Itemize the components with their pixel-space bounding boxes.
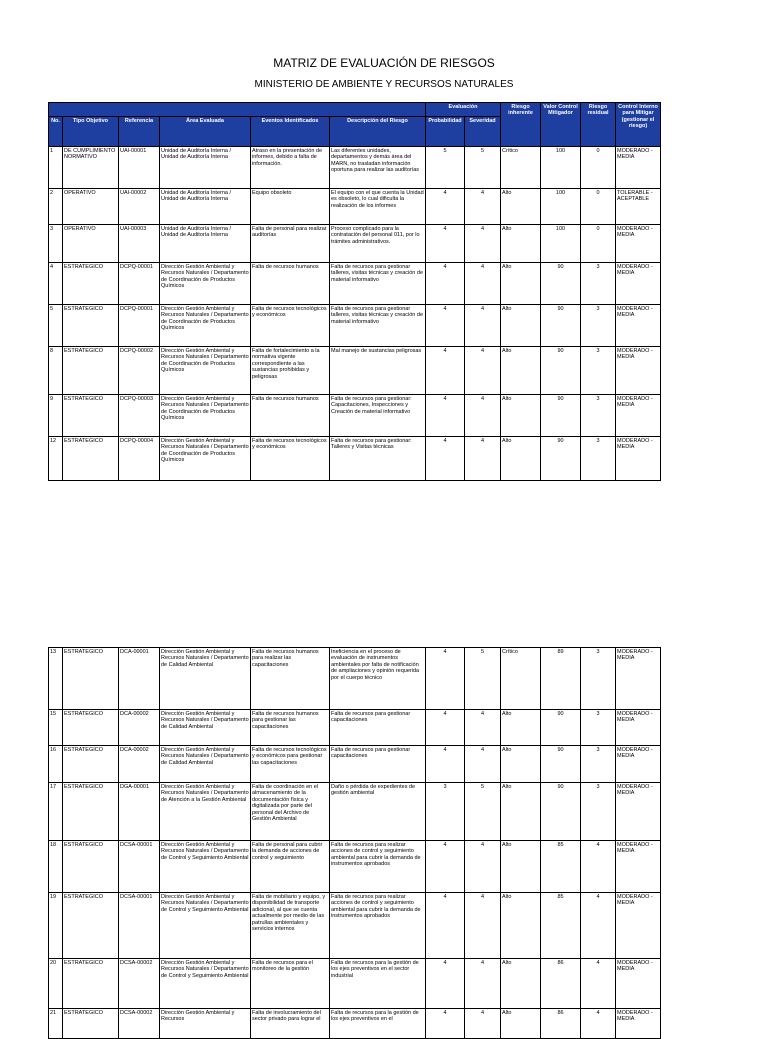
cell-area: Dirección Gestión Ambiental y Recursos Naturales / Departamento de Control y Seguimiento Ambiental	[160, 893, 251, 959]
cell-tipo: ESTRATEGICO	[63, 841, 119, 893]
cell-riesgo-residual: 3	[581, 347, 616, 395]
cell-referencia: DCSA-00001	[119, 893, 160, 959]
cell-valor-control: 85	[541, 893, 581, 959]
header-riesgo-residual: Riesgo residual	[581, 103, 616, 147]
cell-probabilidad: 4	[426, 893, 465, 959]
header-probabilidad: Probabilidad	[426, 117, 465, 147]
cell-no: 5	[49, 305, 63, 347]
table-row	[49, 841, 661, 893]
cell-valor-control: 89	[541, 648, 581, 710]
cell-riesgo-residual: 3	[581, 746, 616, 783]
cell-riesgo-inherente: Alto	[501, 893, 541, 959]
cell-area: Dirección Gestión Ambiental y Recursos Naturales / Departamento de Calidad Ambiental	[160, 710, 251, 746]
cell-tipo: OPERATIVO	[63, 225, 119, 263]
table-row	[49, 395, 661, 437]
cell-descripcion: Falta de recursos para gestionar capacitaciones	[330, 746, 426, 783]
cell-probabilidad: 4	[426, 189, 465, 225]
cell-control-interno: MODERADO - MEDIA	[616, 746, 661, 783]
cell-referencia: DCPQ-00001	[119, 263, 160, 305]
cell-control-interno: MODERADO - MEDIA	[616, 893, 661, 959]
cell-riesgo-residual: 3	[581, 710, 616, 746]
cell-probabilidad: 5	[426, 147, 465, 189]
cell-tipo: ESTRATEGICO	[63, 893, 119, 959]
cell-referencia: DCPQ-00003	[119, 395, 160, 437]
cell-area: Dirección Gestión Ambiental y Recursos Naturales / Departamento de Atención a la Gestión Ambiental	[160, 783, 251, 841]
cell-severidad: 4	[465, 437, 501, 481]
cell-severidad: 5	[465, 648, 501, 710]
table-row	[49, 189, 661, 225]
cell-area: Dirección Gestión Ambiental y Recursos Naturales / Departamento de Coordinación de Productos Químicos	[160, 437, 251, 481]
header-referencia: Referencia	[119, 117, 160, 147]
cell-referencia: DCA-00001	[119, 648, 160, 710]
cell-probabilidad: 4	[426, 1009, 465, 1039]
cell-descripcion: Mal manejo de sustancias peligrosas	[330, 347, 426, 395]
cell-riesgo-inherente: Alto	[501, 959, 541, 1009]
header-spacer	[49, 103, 426, 117]
cell-probabilidad: 4	[426, 841, 465, 893]
cell-descripcion: Falta de recursos para gestionar: Capacitaciones, Inspecciones y Creación de material informativo	[330, 395, 426, 437]
cell-no: 15	[49, 710, 63, 746]
table-row	[49, 305, 661, 347]
cell-valor-control: 90	[541, 710, 581, 746]
cell-area: Dirección Gestión Ambiental y Recursos Naturales / Departamento de Coordinación de Productos Químicos	[160, 305, 251, 347]
cell-referencia: DCPQ-00004	[119, 437, 160, 481]
cell-descripcion: Las diferentes unidades, departamentos y demás área del MARN, no trasladan información oportuna para realizar las auditorías	[330, 147, 426, 189]
cell-tipo: DE CUMPLIMIENTO NORMATIVO	[63, 147, 119, 189]
cell-severidad: 4	[465, 395, 501, 437]
cell-valor-control: 90	[541, 746, 581, 783]
risk-matrix-table-continued	[48, 647, 661, 1039]
cell-descripcion: Falta de recursos para la gestión de los ejes preventivos en el sector industrial	[330, 959, 426, 1009]
risk-matrix-table	[48, 102, 661, 481]
cell-area: Dirección Gestión Ambiental y Recursos Naturales / Departamento de Control y Seguimiento Ambiental	[160, 959, 251, 1009]
cell-valor-control: 90	[541, 395, 581, 437]
cell-no: 17	[49, 783, 63, 841]
cell-area: Dirección Gestión Ambiental y Recursos Naturales / Departamento de Calidad Ambiental	[160, 648, 251, 710]
cell-riesgo-inherente: Alto	[501, 437, 541, 481]
cell-descripcion: Falta de recursos para gestionar talleres, visitas técnicas y creación de material informativo	[330, 263, 426, 305]
cell-area: Dirección Gestión Ambiental y Recursos Naturales / Departamento de Calidad Ambiental	[160, 746, 251, 783]
cell-eventos: Falta de recursos tecnológicos y económicos para gestionar las capacitaciones	[251, 746, 330, 783]
cell-tipo: ESTRATEGICO	[63, 437, 119, 481]
cell-valor-control: 100	[541, 147, 581, 189]
cell-tipo: ESTRATEGICO	[63, 648, 119, 710]
cell-tipo: ESTRATEGICO	[63, 263, 119, 305]
cell-severidad: 5	[465, 147, 501, 189]
cell-referencia: DCSA-00002	[119, 1009, 160, 1039]
header-severidad: Severidad	[465, 117, 501, 147]
cell-tipo: ESTRATEGICO	[63, 710, 119, 746]
cell-referencia: UAI-00001	[119, 147, 160, 189]
cell-severidad: 4	[465, 263, 501, 305]
cell-descripcion: El equipo con el que cuenta la Unidad es obsoleto, lo cual dificulta la realización de los informes	[330, 189, 426, 225]
cell-eventos: Falta de involucramiento del sector privado para lograr el	[251, 1009, 330, 1039]
header-control-interno: Control Interno para Mitigar (gestionar el riesgo)	[616, 103, 661, 147]
cell-area: Dirección Gestión Ambiental y Recursos Naturales / Departamento de Control y Seguimiento Ambiental	[160, 841, 251, 893]
cell-valor-control: 90	[541, 437, 581, 481]
cell-tipo: ESTRATEGICO	[63, 959, 119, 1009]
cell-control-interno: MODERADO - MEDIA	[616, 841, 661, 893]
cell-descripcion: Falta de recursos para realizar acciones de control y seguimiento ambiental para cubrir la demanda de instrumentos aprobados	[330, 841, 426, 893]
cell-descripcion: Falta de recursos para realizar acciones de control y seguimiento ambiental para cubrir la demanda de instrumentos aprobados	[330, 893, 426, 959]
cell-tipo: ESTRATEGICO	[63, 783, 119, 841]
cell-riesgo-inherente: Alto	[501, 263, 541, 305]
cell-riesgo-inherente: Alto	[501, 395, 541, 437]
cell-severidad: 4	[465, 305, 501, 347]
cell-control-interno: MODERADO - MEDIA	[616, 783, 661, 841]
cell-control-interno: MODERADO - MEDIA	[616, 147, 661, 189]
cell-no: 21	[49, 1009, 63, 1039]
cell-referencia: UAI-00003	[119, 225, 160, 263]
cell-area: Unidad de Auditoría Interna / Unidad de Auditoría Interna	[160, 147, 251, 189]
cell-severidad: 4	[465, 746, 501, 783]
table-row	[49, 783, 661, 841]
cell-no: 18	[49, 841, 63, 893]
cell-control-interno: MODERADO - MEDIA	[616, 347, 661, 395]
cell-riesgo-residual: 3	[581, 395, 616, 437]
cell-eventos: Atraso en la presentación de informes, debido a falta de información.	[251, 147, 330, 189]
cell-probabilidad: 4	[426, 710, 465, 746]
cell-severidad: 4	[465, 347, 501, 395]
cell-no: 16	[49, 746, 63, 783]
cell-riesgo-inherente: Alto	[501, 347, 541, 395]
cell-control-interno: MODERADO - MEDIA	[616, 437, 661, 481]
cell-control-interno: MODERADO - MEDIA	[616, 225, 661, 263]
cell-no: 1	[49, 147, 63, 189]
cell-control-interno: MODERADO - MEDIA	[616, 1009, 661, 1039]
cell-area: Unidad de Auditoría Interna / Unidad de Auditoría Interna	[160, 189, 251, 225]
cell-referencia: DCSA-00001	[119, 841, 160, 893]
cell-riesgo-inherente: Alto	[501, 746, 541, 783]
cell-severidad: 4	[465, 841, 501, 893]
header-evaluacion: Evaluación	[426, 103, 501, 117]
cell-descripcion: Ineficiencia en el proceso de evaluación de instrumentos ambientales por falta de notificación de ampliaciones y opinión requerida por el cuerpo técnico	[330, 648, 426, 710]
header-riesgo-inherente: Riesgo inherente	[501, 103, 541, 147]
cell-valor-control: 100	[541, 189, 581, 225]
cell-referencia: DCPQ-00001	[119, 305, 160, 347]
cell-severidad: 4	[465, 1009, 501, 1039]
cell-severidad: 4	[465, 189, 501, 225]
cell-probabilidad: 4	[426, 263, 465, 305]
table-row	[49, 147, 661, 189]
cell-severidad: 4	[465, 893, 501, 959]
table-row	[49, 347, 661, 395]
cell-referencia: DCA-00002	[119, 746, 160, 783]
cell-riesgo-residual: 3	[581, 648, 616, 710]
cell-no: 12	[49, 437, 63, 481]
cell-tipo: ESTRATEGICO	[63, 746, 119, 783]
cell-probabilidad: 4	[426, 305, 465, 347]
cell-no: 9	[49, 395, 63, 437]
cell-severidad: 4	[465, 959, 501, 1009]
table-row	[49, 959, 661, 1009]
cell-referencia: UAI-00002	[119, 189, 160, 225]
cell-riesgo-residual: 0	[581, 147, 616, 189]
cell-control-interno: MODERADO - MEDIA	[616, 710, 661, 746]
cell-severidad: 4	[465, 710, 501, 746]
cell-area: Dirección Gestión Ambiental y Recursos Naturales / Departamento de Coordinación de Productos Químicos	[160, 347, 251, 395]
page-subtitle: MINISTERIO DE AMBIENTE Y RECURSOS NATURALES	[254, 79, 514, 90]
cell-no: 2	[49, 189, 63, 225]
cell-tipo: OPERATIVO	[63, 189, 119, 225]
cell-riesgo-inherente: Alto	[501, 1009, 541, 1039]
cell-riesgo-inherente: Crítico	[501, 648, 541, 710]
cell-valor-control: 90	[541, 305, 581, 347]
cell-riesgo-inherente: Alto	[501, 225, 541, 263]
header-area: Área Evaluada	[160, 117, 251, 147]
cell-eventos: Falta de recursos para el monitoreo de la gestión	[251, 959, 330, 1009]
cell-eventos: Equipo obsoleto	[251, 189, 330, 225]
cell-descripcion: Proceso complicado para la contratación del personal 011, por lo trámites administrativos.	[330, 225, 426, 263]
cell-area: Unidad de Auditoría Interna / Unidad de Auditoría Interna	[160, 225, 251, 263]
page-title: MATRIZ DE EVALUACIÓN DE RIESGOS	[273, 56, 495, 70]
table-row	[49, 746, 661, 783]
cell-valor-control: 86	[541, 959, 581, 1009]
cell-control-interno: TOLERABLE - ACEPTABLE	[616, 189, 661, 225]
table-row	[49, 437, 661, 481]
cell-eventos: Falta de recursos humanos para gestionar las capacitaciones	[251, 710, 330, 746]
cell-no: 20	[49, 959, 63, 1009]
cell-riesgo-residual: 0	[581, 225, 616, 263]
cell-riesgo-residual: 0	[581, 189, 616, 225]
cell-riesgo-residual: 3	[581, 305, 616, 347]
cell-riesgo-residual: 4	[581, 959, 616, 1009]
table-body-page-1	[49, 147, 661, 481]
cell-probabilidad: 4	[426, 746, 465, 783]
cell-severidad: 4	[465, 225, 501, 263]
cell-probabilidad: 4	[426, 347, 465, 395]
cell-riesgo-inherente: Alto	[501, 783, 541, 841]
cell-no: 13	[49, 648, 63, 710]
cell-control-interno: MODERADO - MEDIA	[616, 305, 661, 347]
cell-riesgo-residual: 3	[581, 263, 616, 305]
cell-no: 8	[49, 347, 63, 395]
cell-eventos: Falta de personal para realizar auditorías	[251, 225, 330, 263]
cell-eventos: Falta de recursos tecnológicos y económicos	[251, 437, 330, 481]
cell-eventos: Falta de coordinación en el almacenamiento de la documentación física y digitalizada por parte del personal del Archivo de Gestión Ambiental	[251, 783, 330, 841]
cell-severidad: 5	[465, 783, 501, 841]
table-row	[49, 893, 661, 959]
cell-riesgo-residual: 3	[581, 783, 616, 841]
cell-riesgo-inherente: Crítico	[501, 147, 541, 189]
table-row	[49, 648, 661, 710]
cell-eventos: Falta de recursos humanos para realizar las capacitaciones	[251, 648, 330, 710]
cell-riesgo-inherente: Alto	[501, 305, 541, 347]
cell-eventos: Falta de personal para cubrir la demanda de acciones de control y seguimiento	[251, 841, 330, 893]
cell-descripcion: Falta de recursos para gestionar capacitaciones	[330, 710, 426, 746]
cell-valor-control: 90	[541, 783, 581, 841]
header-descripcion: Descripción del Riesgo	[330, 117, 426, 147]
cell-riesgo-inherente: Alto	[501, 189, 541, 225]
cell-tipo: ESTRATEGICO	[63, 347, 119, 395]
header-eventos: Eventos Identificados	[251, 117, 330, 147]
cell-probabilidad: 4	[426, 225, 465, 263]
cell-referencia: DGA-00001	[119, 783, 160, 841]
cell-no: 3	[49, 225, 63, 263]
cell-area: Dirección Gestión Ambiental y Recursos	[160, 1009, 251, 1039]
cell-valor-control: 90	[541, 263, 581, 305]
cell-valor-control: 90	[541, 347, 581, 395]
cell-probabilidad: 4	[426, 437, 465, 481]
header-tipo: Tipo Objetivo	[63, 117, 119, 147]
cell-riesgo-residual: 4	[581, 1009, 616, 1039]
cell-tipo: ESTRATEGICO	[63, 305, 119, 347]
cell-probabilidad: 4	[426, 648, 465, 710]
cell-eventos: Falta de recursos humanos	[251, 395, 330, 437]
header-valor-control: Valor Control Mitigador	[541, 103, 581, 147]
cell-control-interno: MODERADO - MEDIA	[616, 263, 661, 305]
cell-descripcion: Falta de recursos para gestionar talleres, visitas técnicas y creación de material informativo	[330, 305, 426, 347]
table-body-page-2	[49, 648, 661, 1039]
cell-control-interno: MODERADO - MEDIA	[616, 959, 661, 1009]
cell-referencia: DCA-00002	[119, 710, 160, 746]
cell-probabilidad: 4	[426, 395, 465, 437]
cell-riesgo-residual: 3	[581, 437, 616, 481]
header-no: No.	[49, 117, 63, 147]
cell-area: Dirección Gestión Ambiental y Recursos Naturales / Departamento de Coordinación de Productos Químicos	[160, 263, 251, 305]
cell-control-interno: MODERADO - MEDIA	[616, 395, 661, 437]
cell-descripcion: Falta de recursos para gestionar: Talleres y Visitas técnicas	[330, 437, 426, 481]
cell-riesgo-inherente: Alto	[501, 841, 541, 893]
cell-valor-control: 85	[541, 841, 581, 893]
cell-descripcion: Falta de recursos para la gestión de los ejes preventivos en el	[330, 1009, 426, 1039]
cell-referencia: DCPQ-00002	[119, 347, 160, 395]
cell-riesgo-residual: 4	[581, 893, 616, 959]
cell-descripcion: Daño o pérdida de expedientes de gestión ambiental	[330, 783, 426, 841]
cell-tipo: ESTRATEGICO	[63, 395, 119, 437]
cell-riesgo-residual: 4	[581, 841, 616, 893]
table-row	[49, 710, 661, 746]
cell-valor-control: 86	[541, 1009, 581, 1039]
cell-no: 4	[49, 263, 63, 305]
cell-area: Dirección Gestión Ambiental y Recursos Naturales / Departamento de Coordinación de Productos Químicos	[160, 395, 251, 437]
cell-no: 19	[49, 893, 63, 959]
cell-valor-control: 100	[541, 225, 581, 263]
cell-eventos: Falta de mobiliario y equipo, y disponibilidad de transporte adicional, al que se cuenta actualmente por medio de las patrullas ambientales y servicios internos	[251, 893, 330, 959]
cell-eventos: Falta de recursos humanos	[251, 263, 330, 305]
cell-probabilidad: 4	[426, 959, 465, 1009]
cell-riesgo-inherente: Alto	[501, 710, 541, 746]
table-row	[49, 225, 661, 263]
table-row	[49, 263, 661, 305]
cell-tipo: ESTRATEGICO	[63, 1009, 119, 1039]
cell-control-interno: MODERADO - MEDIA	[616, 648, 661, 710]
cell-eventos: Falta de fortalecimiento a la normativa vigente correspondiente a las sustancias prohibidas y peligrosas	[251, 347, 330, 395]
cell-probabilidad: 3	[426, 783, 465, 841]
cell-eventos: Falta de recursos tecnológicos y económicos	[251, 305, 330, 347]
cell-referencia: DCSA-00002	[119, 959, 160, 1009]
